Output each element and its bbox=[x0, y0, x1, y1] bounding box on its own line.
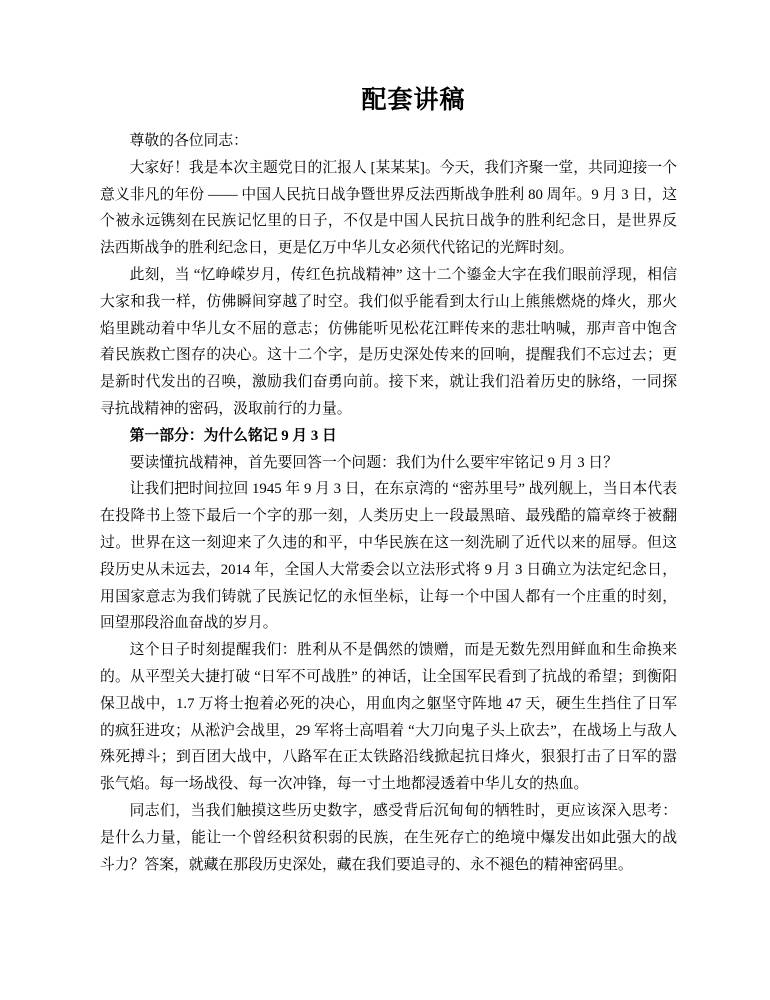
paragraph-question: 要读懂抗战精神，首先要回答一个问题：我们为什么要牢牢铭记 9 月 3 日？ bbox=[129, 454, 618, 471]
paragraph-battles: 这个日子时刻提醒我们：胜利从不是偶然的馈赠，而是无数先烈用鲜血和生命换来的。从平型关大捷打破 “日军不可战胜” 的神话，让全国军民看到了抗战的希望；到衡阳保卫战中，1.7 万将士抱着必死的决心，用血肉之躯坚守阵地 47 天，硬生生挡住了日军的疯狂进攻；从淞沪会战里，29 军将士高唱着 “大刀向鬼子头上砍去”，在战场上与敌人殊死搏斗；到百团大战中，八路军在正太铁路沿线掀起抗日烽火，狠狠打击了日军的嚣张气焰。每一场战役、每一次冲锋，每一寸土地都浸透着中华儿女的热血。 bbox=[100, 642, 677, 793]
section-heading-part-one: 第一部分：为什么铭记 9 月 3 日 bbox=[129, 427, 337, 444]
document-title: 配套讲稿 bbox=[361, 87, 466, 114]
paragraph-intro: 大家好！我是本次主题党日的汇报人 [某某某]。今天，我们齐聚一堂，共同迎接一个意义非凡的年份 —— 中国人民抗日战争暨世界反法西斯战争胜利 80 周年。9 月 3 日，这个被永远镌刻在民族记忆里的日子，不仅是中国人民抗日战争的胜利纪念日，是世界反法西斯战争的胜利纪念日，更是亿万中华儿女必须代代铭记的光辉时刻。 bbox=[100, 159, 677, 257]
document-content bbox=[100, 0, 677, 878]
paragraph-reflection: 同志们，当我们触摸这些历史数字，感受背后沉甸甸的牺牲时，更应该深入思考：是什么力量，能让一个曾经积贫积弱的民族，在生死存亡的绝境中爆发出如此强大的战斗力？答案，就藏在那段历史深处，藏在我们要追寻的、永不褪色的精神密码里。 bbox=[100, 802, 677, 873]
salutation-line: 尊敬的各位同志： bbox=[129, 133, 248, 149]
paragraph-theme-quote: 此刻，当 “忆峥嵘岁月，传红色抗战精神” 这十二个鎏金大字在我们眼前浮现，相信大家和我一样，仿佛瞬间穿越了时空。我们似乎能看到太行山上熊熊燃烧的烽火，那火焰里跳动着中华儿女不屈的意志；仿佛能听见松花江畔传来的悲壮呐喊，那声音中饱含着民族救亡图存的决心。这十二个字，是历史深处传来的回响，提醒我们不忘过去；更是新时代发出的召唤，激励我们奋勇向前。接下来，就让我们沿着历史的脉络，一同探寻抗战精神的密码，汲取前行的力量。 bbox=[100, 266, 677, 417]
paragraph-history-1945: 让我们把时间拉回 1945 年 9 月 3 日，在东京湾的 “密苏里号” 战列舰上，当日本代表在投降书上签下最后一个字的那一刻，人类历史上一段最黑暗、最残酷的篇章终于被翻过。世界在这一刻迎来了久违的和平，中华民族在这一刻洗刷了近代以来的屈辱。但这段历史从未远去，2014 年，全国人大常委会以立法形式将 9 月 3 日确立为法定纪念日，用国家意志为我们铸就了民族记忆的永恒坐标，让每一个中国人都有一个庄重的时刻，回望那段浴血奋战的岁月。 bbox=[100, 481, 677, 632]
